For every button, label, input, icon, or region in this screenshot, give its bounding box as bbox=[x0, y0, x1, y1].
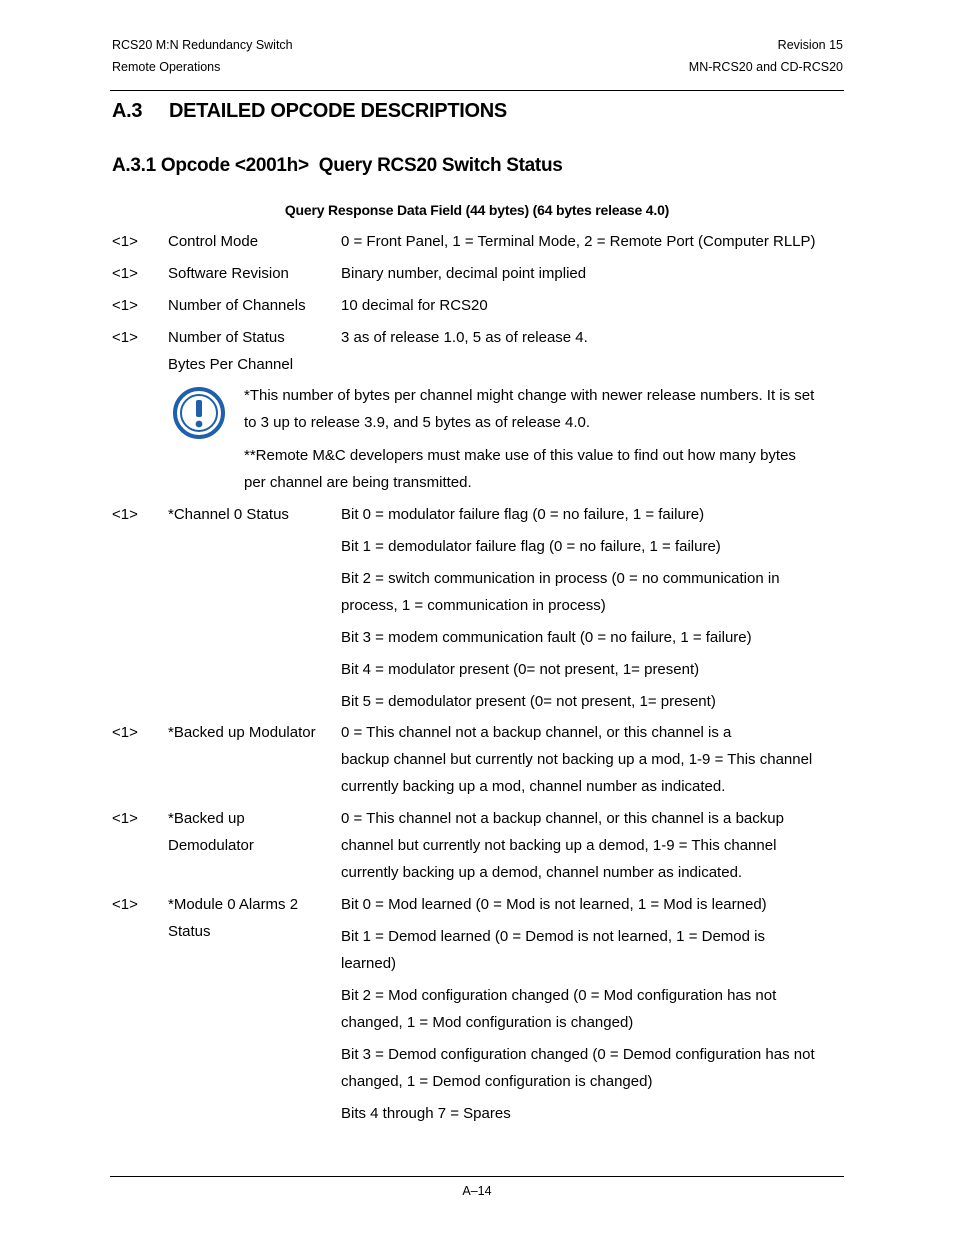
field-name: Number of Status Bytes Per Channel bbox=[168, 329, 294, 373]
subsection-heading bbox=[112, 153, 563, 179]
field-name: *Backed up Demodulator bbox=[168, 810, 254, 854]
subsection-number: A.3.1 bbox=[112, 155, 156, 176]
byte-size: <1> bbox=[112, 329, 138, 346]
field-name: Number of Channels bbox=[168, 297, 306, 314]
field-description: 10 decimal for RCS20 bbox=[341, 297, 488, 314]
byte-size: <1> bbox=[112, 810, 138, 827]
section-title: DETAILED OPCODE DESCRIPTIONS bbox=[169, 100, 507, 122]
header-revision: Revision 15 bbox=[777, 38, 843, 52]
byte-size: <1> bbox=[112, 265, 138, 282]
field-description: Bit 0 = modulator failure flag (0 = no failure, 1 = failure) Bit 1 = demodulator failure flag (0 = no failure, 1 = failure) Bit 2 = switch communication in process (0 = no communication in process, 1 = communication in process) Bit 3 = modem communication fault (0 = no failure, 1 = failure) Bit 4 = modulator present (0= not present, 1= present) Bit 5 = demodulator present (0= not present, 1= present) bbox=[341, 506, 780, 710]
subsection-title: Opcode <2001h> Query RCS20 Switch Status bbox=[160, 155, 563, 176]
note-text: **Remote M&C developers must make use of this value to find out how many bytes per channel are being transmitted. bbox=[244, 447, 796, 491]
footer-divider bbox=[110, 1176, 844, 1177]
field-description: 3 as of release 1.0, 5 as of release 4. bbox=[341, 329, 588, 346]
byte-size: <1> bbox=[112, 297, 138, 314]
field-name: Control Mode bbox=[168, 233, 259, 250]
header-chapter-title: Remote Operations bbox=[112, 60, 221, 74]
byte-size: <1> bbox=[112, 506, 138, 523]
field-description: Binary number, decimal point implied bbox=[341, 265, 587, 282]
field-description: 0 = Front Panel, 1 = Terminal Mode, 2 = Remote Port (Computer RLLP) bbox=[341, 233, 816, 250]
field-name: *Module 0 Alarms 2 Status bbox=[168, 896, 299, 940]
field-name: *Channel 0 Status bbox=[168, 506, 289, 523]
important-exclamation-icon bbox=[173, 387, 225, 439]
section-number: A.3 bbox=[112, 100, 143, 122]
field-description: 0 = This channel not a backup channel, or this channel is a backup channel but currently not backing up a demod, 1-9 = This channel currently backing up a demod, channel number as indicated. bbox=[341, 810, 784, 881]
header-divider bbox=[110, 90, 844, 91]
header-product-title: RCS20 M:N Redundancy Switch bbox=[112, 38, 293, 52]
page-number: A–14 bbox=[462, 1184, 492, 1198]
byte-size: <1> bbox=[112, 896, 138, 913]
note-text: *This number of bytes per channel might change with newer release numbers. It is set to 3 up to release 3.9, and 5 bytes as of release 4.0. bbox=[244, 387, 815, 431]
field-name: *Backed up Modulator bbox=[168, 724, 316, 741]
section-heading bbox=[112, 98, 507, 124]
field-description: Bit 0 = Mod learned (0 = Mod is not learned, 1 = Mod is learned) Bit 1 = Demod learned (0 = Demod is not learned, 1 = Demod is learned) Bit 2 = Mod configuration changed (0 = Mod configuration has not changed, 1 = Mod configuration is changed) Bit 3 = Demod configuration changed (0 = Demod configuration has not changed, 1 = Demod configuration is changed) Bits 4 through 7 = Spares bbox=[341, 896, 815, 1122]
byte-size: <1> bbox=[112, 233, 138, 250]
table-title: Query Response Data Field (44 bytes) (64 bytes release 4.0) bbox=[284, 202, 670, 218]
field-name: Software Revision bbox=[168, 265, 289, 282]
byte-size: <1> bbox=[112, 724, 138, 741]
field-description: 0 = This channel not a backup channel, or this channel is a backup channel but currently not backing up a mod, 1-9 = This channel currently backing up a mod, channel number as indicated. bbox=[341, 724, 813, 795]
header-manual-number: MN-RCS20 and CD-RCS20 bbox=[688, 60, 843, 74]
